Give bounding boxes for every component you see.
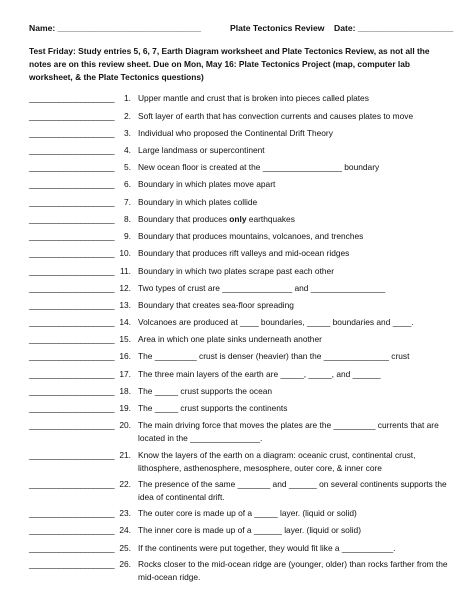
question-number: 19. <box>119 403 131 413</box>
answer-blank[interactable]: ____________________ <box>29 559 115 569</box>
answer-blank[interactable]: ____________________ <box>29 300 115 310</box>
question-number: 14. <box>119 317 131 327</box>
answer-blank[interactable]: ____________________ <box>29 317 115 327</box>
question-text: Two types of crust are _______________ and ________________ <box>138 283 386 293</box>
worksheet-header <box>29 23 452 35</box>
question-number: 15. <box>119 334 131 344</box>
question-number: 12. <box>119 283 131 293</box>
question-text: Rocks closer to the mid-ocean ridge are (younger, older) than rocks farther from the mid-ocean ridge. <box>138 559 448 582</box>
question-number: 10. <box>119 248 131 258</box>
question-text: Boundary in which plates collide <box>138 197 258 207</box>
answer-blank[interactable]: ____________________ <box>29 179 115 189</box>
question-number: 17. <box>119 369 131 379</box>
answer-blank[interactable]: ____________________ <box>29 420 115 430</box>
question-text: The _____ crust supports the ocean <box>138 386 273 396</box>
question-text: The inner core is made up of a ______ layer. (liquid or solid) <box>138 525 361 535</box>
question-text: The _________ crust is denser (heavier) than the ______________ crust <box>138 351 410 361</box>
question-text: The presence of the same _______ and ______ on several continents supports the idea of continental drift. <box>138 479 447 502</box>
question-text: Individual who proposed the Continental Drift Theory <box>138 128 333 138</box>
question-number: 25. <box>119 543 131 553</box>
answer-blank[interactable]: ____________________ <box>29 197 115 207</box>
answer-blank[interactable]: ____________________ <box>29 543 115 553</box>
question-number: 3. <box>124 128 131 138</box>
question-text: The three main layers of the earth are _____, _____, and ______ <box>138 369 381 379</box>
question-number: 6. <box>124 179 131 189</box>
answer-blank[interactable]: ____________________ <box>29 334 115 344</box>
answer-blank[interactable]: ____________________ <box>29 386 115 396</box>
question-number: 7. <box>124 197 131 207</box>
name-field: Name: ______________________________ <box>29 23 202 33</box>
answer-blank[interactable]: ____________________ <box>29 266 115 276</box>
question-text: Area in which one plate sinks underneath another <box>138 334 322 344</box>
answer-blank[interactable]: ____________________ <box>29 214 115 224</box>
answer-blank[interactable]: ____________________ <box>29 479 115 489</box>
question-number: 21. <box>119 450 131 460</box>
question-number: 4. <box>124 145 131 155</box>
question-text: Boundary in which plates move apart <box>138 179 276 189</box>
question-number: 20. <box>119 420 131 430</box>
question-number: 9. <box>124 231 131 241</box>
question-number: 26. <box>119 559 131 569</box>
question-text: Boundary that produces rift valleys and mid-ocean ridges <box>138 248 350 258</box>
question-text-part: earthquakes <box>246 214 295 224</box>
emphasis-word: only <box>229 214 247 224</box>
question-text: The main driving force that moves the plates are the _________ currents that are located in the _______________. <box>138 420 439 443</box>
question-text: Boundary that creates sea-floor spreading <box>138 300 294 310</box>
answer-blank[interactable]: ____________________ <box>29 283 115 293</box>
question-number: 24. <box>119 525 131 535</box>
question-number: 5. <box>124 162 131 172</box>
question-text: The outer core is made up of a _____ layer. (liquid or solid) <box>138 508 357 518</box>
question-text <box>138 213 456 226</box>
answer-blank[interactable]: ____________________ <box>29 162 115 172</box>
answer-blank[interactable]: ____________________ <box>29 403 115 413</box>
question-text: Know the layers of the earth on a diagram: oceanic crust, continental crust, lithosphere, asthenosphere, mesosphere, outer core, & inner core <box>138 450 416 473</box>
question-text: Boundary in which two plates scrape past each other <box>138 266 334 276</box>
question-text: New ocean floor is created at the _________________ boundary <box>138 162 380 172</box>
answer-blank[interactable]: ____________________ <box>29 111 115 121</box>
answer-blank[interactable]: ____________________ <box>29 450 115 460</box>
question-text: Large landmass or supercontinent <box>138 145 265 155</box>
question-number: 2. <box>124 111 131 121</box>
question-number: 8. <box>124 214 131 224</box>
question-number: 23. <box>119 508 131 518</box>
worksheet-title: Plate Tectonics Review <box>230 23 325 33</box>
question-number: 1. <box>124 93 131 103</box>
question-text: The _____ crust supports the continents <box>138 403 288 413</box>
question-text: Soft layer of earth that has convection currents and causes plates to move <box>138 111 414 121</box>
question-text: Volcanoes are produced at ____ boundaries, _____ boundaries and ____. <box>138 317 414 327</box>
answer-blank[interactable]: ____________________ <box>29 93 115 103</box>
question-number: 22. <box>119 479 131 489</box>
question-number: 13. <box>119 300 131 310</box>
test-notice: Test Friday: Study entries 5, 6, 7, Earth Diagram worksheet and Plate Tectonics Review, as not all the notes are on this review sheet. Due on Mon, May 16: Plate Tectonics Project (map, computer lab worksheet, & the Plate Tectonics questions) <box>29 46 430 82</box>
question-text: Upper mantle and crust that is broken into pieces called plates <box>138 93 369 103</box>
answer-blank[interactable]: ____________________ <box>29 369 115 379</box>
answer-blank[interactable]: ____________________ <box>29 351 115 361</box>
question-number: 18. <box>119 386 131 396</box>
answer-blank[interactable]: ____________________ <box>29 525 115 535</box>
question-number: 11. <box>119 266 131 276</box>
answer-blank[interactable]: ____________________ <box>29 128 115 138</box>
answer-blank[interactable]: ____________________ <box>29 508 115 518</box>
question-number: 16. <box>119 351 131 361</box>
question-text-part: Boundary that produces <box>138 214 230 224</box>
answer-blank[interactable]: ____________________ <box>29 145 115 155</box>
question-text: If the continents were put together, they would fit like a ___________. <box>138 543 396 553</box>
answer-blank[interactable]: ____________________ <box>29 231 115 241</box>
question-text: Boundary that produces mountains, volcanoes, and trenches <box>138 231 364 241</box>
answer-blank[interactable]: ____________________ <box>29 248 115 258</box>
date-field: Date: ____________________ <box>334 23 454 33</box>
